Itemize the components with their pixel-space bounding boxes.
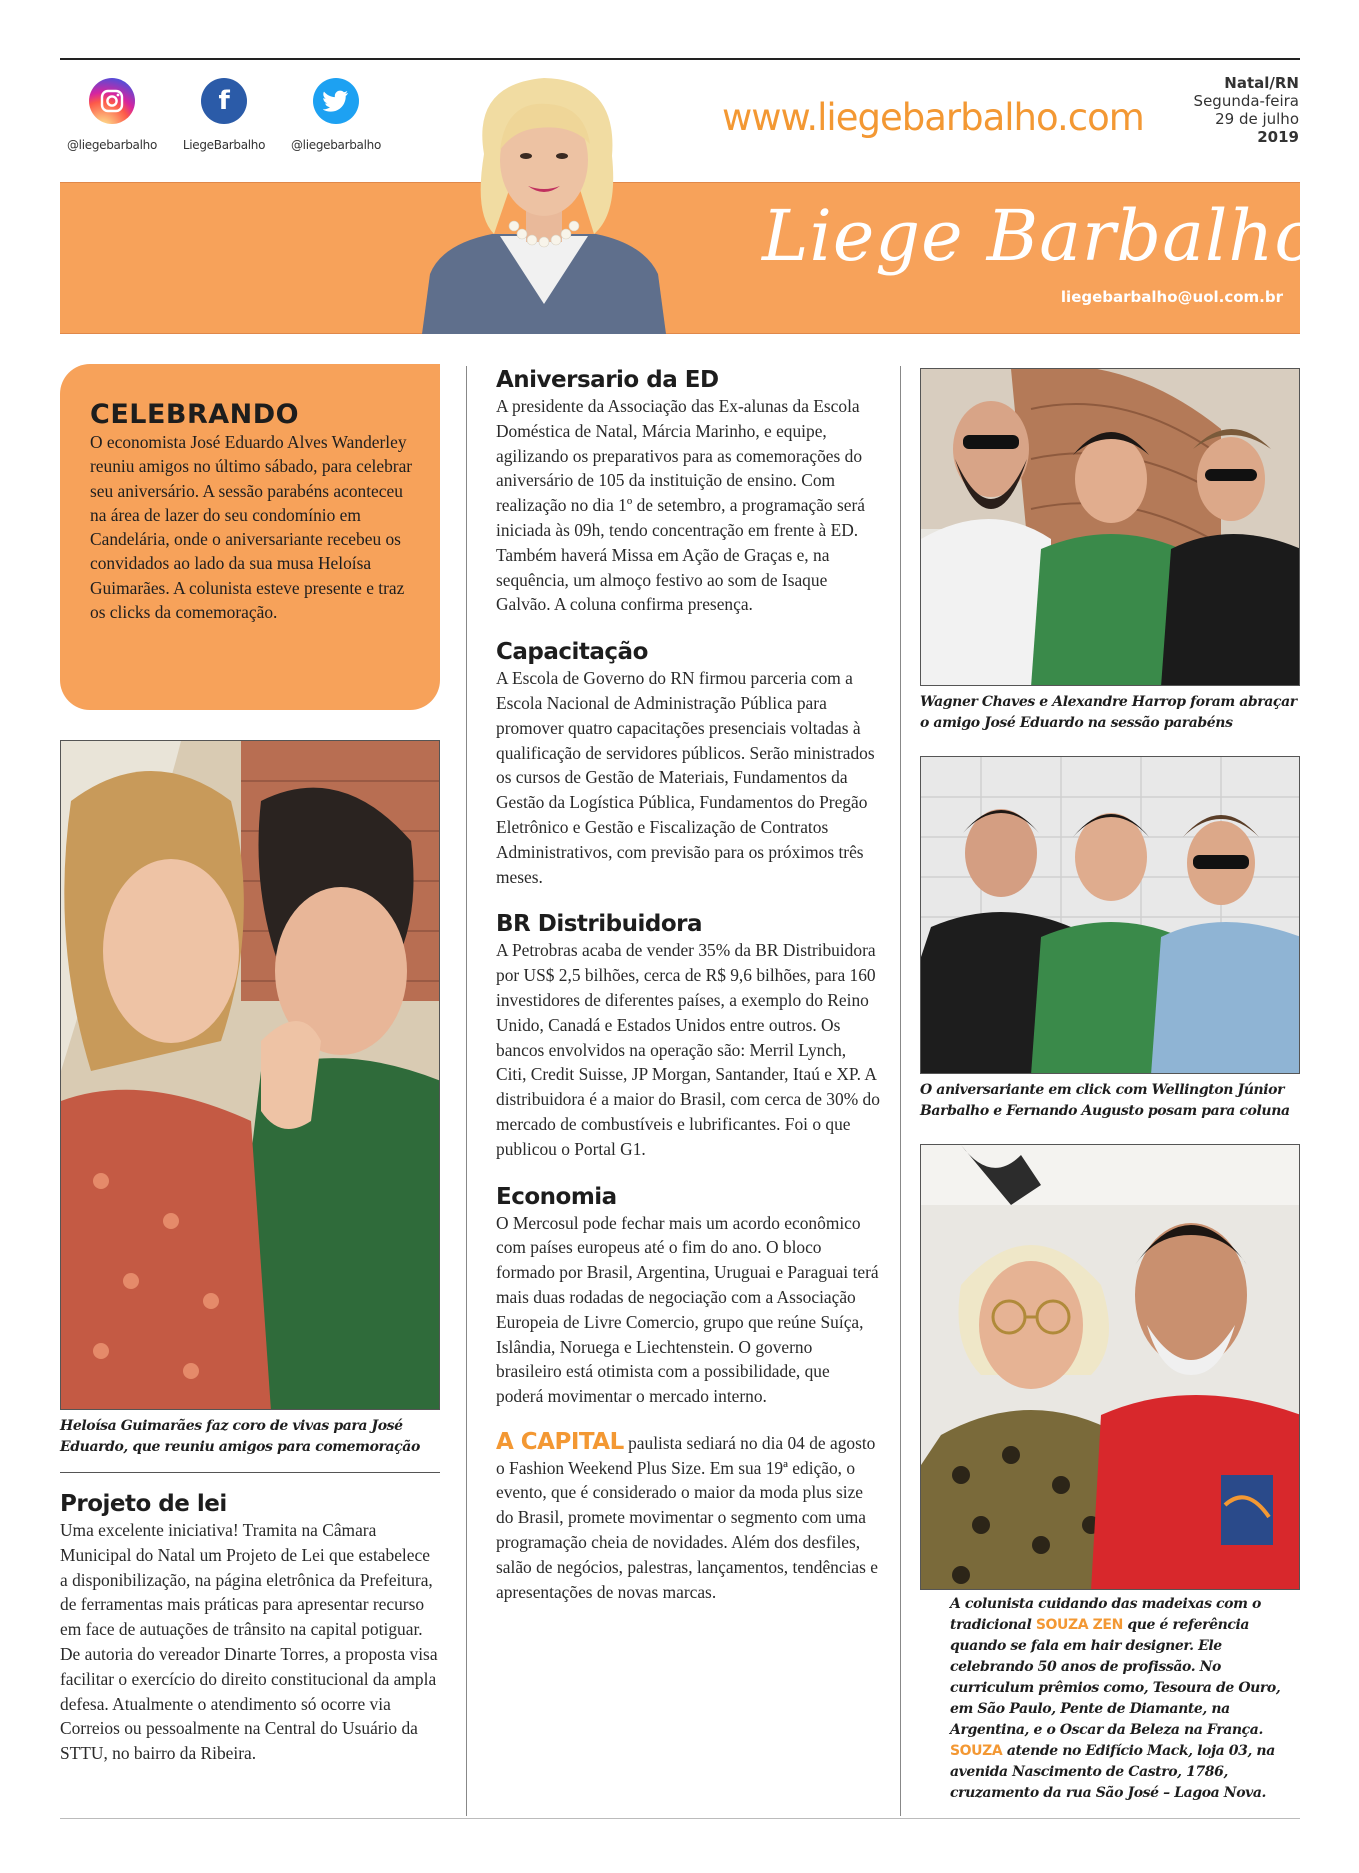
social-twitter[interactable] xyxy=(286,78,386,152)
top-rule xyxy=(60,58,1300,60)
year: 2019 xyxy=(1257,128,1299,146)
section-text: A Petrobras acaba de vender 35% da BR Distribuidora por US$ 2,5 bilhões, cerca de R$ 9,6 bilhões, para 160 investidores de diferentes países, a exemplo do Reino Unido, Canadá e Estados Unidos entre outros. Os bancos envolvidos na operação são: Merril Lynch, Citi, Credit Suisse, JP Morgan, Santander, Itaú e XP. A distribuidora é a maior do Brasil, com cerca de 30% do mercado de combustíveis e lubrificantes. Foi o que publicou o Portal G1. xyxy=(496,940,880,1159)
section-aniversario xyxy=(496,366,880,617)
city: Natal/RN xyxy=(1224,74,1299,92)
caption-text: A colunista cuidando das madeixas com o tradicional xyxy=(950,1596,1261,1633)
caption-photo4 xyxy=(950,1594,1296,1804)
bottom-rule xyxy=(60,1818,1300,1819)
photo-wagner-alexandre xyxy=(920,368,1300,686)
caption-text: atende no Edifício Mack, loja 03, na avenida Nascimento de Castro, 1786, cruzamento da rua São José – Lagoa Nova. xyxy=(950,1743,1275,1801)
caption-text: que é referência quando se fala em hair designer. Ele celebrando 50 anos de profissão. No curriculum prêmios como, Tesoura de Ouro, em São Paulo, Pente de Diamante, na Argentina, e o Oscar da Beleza na França. xyxy=(950,1617,1281,1738)
column-divider-2 xyxy=(900,366,901,1816)
souza-zen-highlight: SOUZA ZEN xyxy=(1035,1617,1123,1633)
photo-heloisa-jose xyxy=(60,740,440,1410)
capital-lead: A CAPITAL xyxy=(496,1428,624,1455)
section-text: A presidente da Associação das Ex-alunas da Escola Doméstica de Natal, Márcia Marinho, e equipe, agilizando os preparativos para as comemorações do aniversário de 105 da instituição de ensino. Com realização no dia 1º de setembro, a programação será iniciada às 09h, tendo concentração em frente à ED. Também haverá Missa em Ação de Graças e, na sequência, um almoço festivo ao som de Isaque Galvão. A coluna confirma presença. xyxy=(496,396,865,615)
celebrando-box xyxy=(60,364,440,710)
section-br-distribuidora xyxy=(496,910,880,1161)
section-title: Aniversario da ED xyxy=(496,367,719,393)
instagram-icon xyxy=(89,78,135,124)
day: 29 de julho xyxy=(1215,110,1299,128)
caption-photo2: Wagner Chaves e Alexandre Harrop foram abraçar o amigo José Eduardo na sessão parabéns xyxy=(920,694,1297,731)
divider-line xyxy=(60,1472,440,1473)
social-handle: LiegeBarbalho xyxy=(182,138,266,152)
photo-souza-zen xyxy=(920,1144,1300,1590)
celebrando-title: CELEBRANDO xyxy=(90,399,300,430)
columnist-email[interactable]: liegebarbalho@uol.com.br xyxy=(1060,288,1283,306)
souza-highlight: SOUZA xyxy=(950,1743,1003,1759)
columnist-portrait xyxy=(422,64,666,334)
section-title: Capacitação xyxy=(496,639,648,666)
twitter-icon xyxy=(313,78,359,124)
section-title: Economia xyxy=(496,1183,617,1210)
section-economia xyxy=(496,1183,880,1409)
news-column xyxy=(496,366,880,1604)
social-instagram[interactable] xyxy=(62,78,162,152)
section-capacitacao xyxy=(496,638,880,889)
projeto-section xyxy=(60,1490,440,1766)
projeto-title: Projeto de lei xyxy=(60,1491,227,1517)
column-divider-1 xyxy=(466,366,467,1816)
capital-paragraph xyxy=(496,1430,880,1605)
section-title: BR Distribuidora xyxy=(496,911,702,938)
facebook-icon: f xyxy=(201,78,247,124)
caption-photo3: O aniversariante em click com Wellington Júnior Barbalho e Fernando Augusto posam para coluna xyxy=(920,1082,1290,1119)
website-url[interactable]: www.liegebarbalho.com xyxy=(722,96,1144,139)
photo-wellington-fernando xyxy=(920,756,1300,1074)
projeto-text: Uma excelente iniciativa! Tramita na Câmara Municipal do Natal um Projeto de Lei que estabelece a disponibilização, na página eletrônica da Prefeitura, de ferramentas mais práticas para apresentar recurso em face de autuações de trânsito na capital potiguar. De autoria do vereador Dinarte Torres, a proposta visa facilitar o exercício do direito constitucional da ampla defesa. Atualmente o atendimento só ocorre via Correios ou pessoalmente na Central do Usuário da STTU, no bairro da Ribeira. xyxy=(60,1520,438,1764)
celebrando-text: O economista José Eduardo Alves Wanderley reuniu amigos no último sábado, para celebrar seu aniversário. A sessão parabéns aconteceu na área de lazer do seu condomínio em Candelária, onde o aniversariante recebeu os convidados ao lado da sua musa Heloísa Guimarães. A colunista esteve presente e traz os clicks da comemoração. xyxy=(90,432,413,623)
columnist-name: Liege Barbalho xyxy=(762,195,1318,277)
caption-photo1: Heloísa Guimarães faz coro de vivas para José Eduardo, que reuniu amigos para comemoração xyxy=(60,1418,420,1455)
weekday: Segunda-feira xyxy=(1193,92,1299,110)
section-text: A Escola de Governo do RN firmou parceria com a Escola Nacional de Administração Pública para promover quatro capacitações presenciais voltadas à qualificação de servidores públicos. Serão ministrados os cursos de Gestão de Materiais, Fundamentos da Gestão da Logística Pública, Fundamentos do Pregão Eletrônico e Gestão e Fiscalização de Contratos Administrativos, com previsão para os próximos três meses. xyxy=(496,668,875,887)
social-handle: @liegebarbalho xyxy=(66,138,157,152)
section-text: O Mercosul pode fechar mais um acordo econômico com países europeus até o fim do ano. O bloco formado por Brasil, Argentina, Uruguai e Paraguai terá mais duas rodadas de negociação com a Associação Europeia de Livre Comercio, grupo que reúne Suíça, Islândia, Noruega e Liechtenstein. O governo brasileiro está otimista com a possibilidade, que poderá movimentar o mercado interno. xyxy=(496,1212,879,1407)
social-facebook[interactable] xyxy=(174,78,274,152)
capital-text: paulista sediará no dia 04 de agosto o Fashion Weekend Plus Size. Em sua 19ª edição, o evento, que é considerado o maior da moda plus size do Brasil, promete movimentar o segmento com uma programação cheia de novidades. Além dos desfiles, salão de negócios, palestras, lançamentos, tendências e apresentações de novas marcas. xyxy=(496,1432,878,1602)
date-block xyxy=(1194,74,1299,146)
social-handle: @liegebarbalho xyxy=(290,138,381,152)
